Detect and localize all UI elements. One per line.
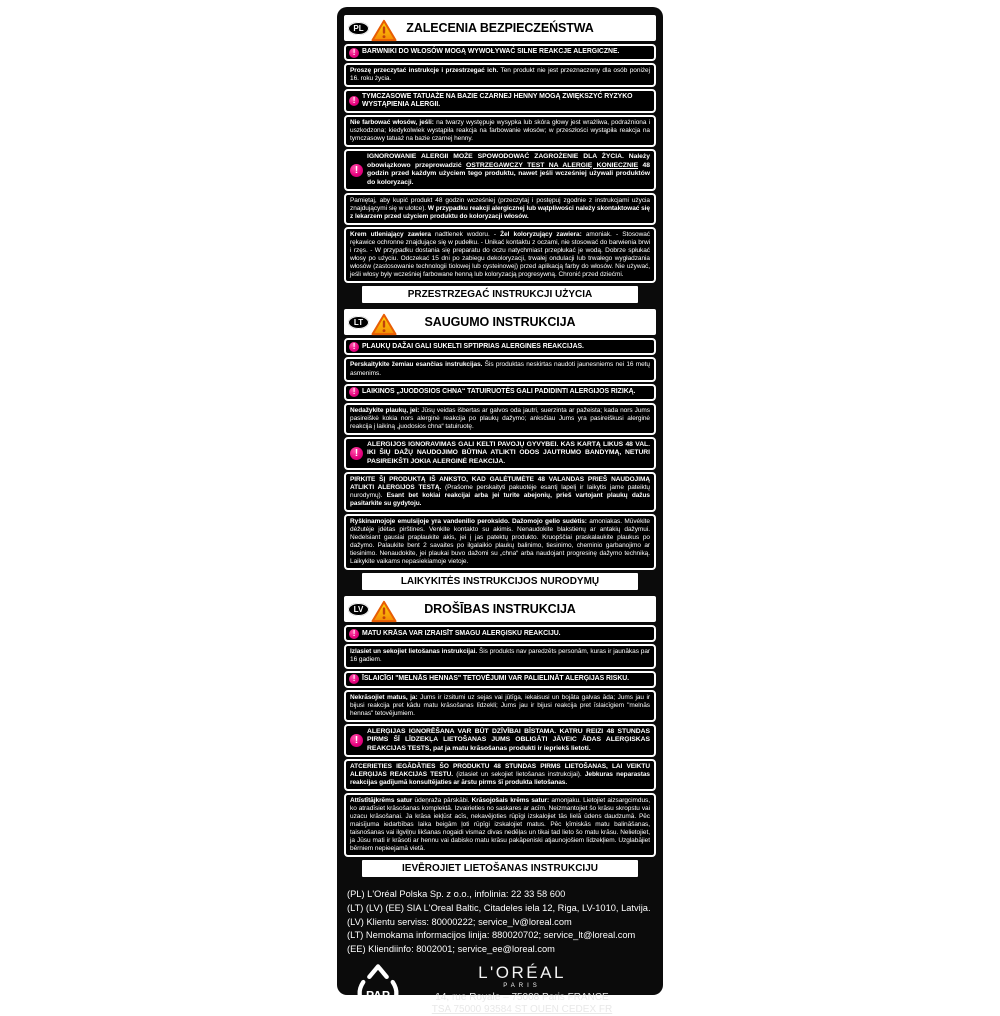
alert-icon: ! [350,164,363,177]
loreal-logo: L'ORÉAL [478,963,566,983]
alert-icon: ! [349,96,359,106]
section-pl [344,15,656,303]
pap-recycling-icon [352,962,404,1016]
instruction-box: IEVĒROJIET LIETOŠANAS INSTRUKCIJU [362,860,638,877]
warning-triangle-icon [371,19,397,42]
lang-badge-lv: LV [348,603,369,616]
section-header-lt [344,309,656,335]
henna-alert-row [344,89,656,113]
address-line-2: TSA 75000 93584 ST OUEN CEDEX FR [431,1004,613,1016]
contact-line-pl: (PL) L'Oréal Polska Sp. z o.o., infolinia: 22 33 58 600 [347,889,566,900]
section-header-pl [344,15,656,41]
contacts-block [344,883,656,958]
ingredients-row: Krem utleniający zawiera nadtlenek wodoru. - Żel koloryzujący zawiera: amoniak. - Stosować rękawice ochronne znajdujące się w pudełku. - Unikać kontaktu z oczami, nie stosować do barwienia brwi i rzęs. - W przypadku dostania się preparatu do oczu natychmiast przepłukać je wodą. Dobrze spłukać włosy po użyciu. Odczekać 15 dni po zabiegu dekoloryzacji, trwałej ondulacji lub trwałego wygładzania włosów (zastosowanie technologii tiolowej lub cysteinowej) przed aplikacją farby do włosów. Nie używać, jeśli włosy były wcześniej farbowane henną lub koloryzacją progresywną. Chronić przed dziećmi. [344,227,656,283]
warning-triangle-icon [371,313,397,336]
note-row: Perskaitykite žemiau esančias instrukcijas. Šis produktas neskirtas naudoti jaunesniems nei 16 metų asmenims. [344,357,656,381]
contact-line-lt: (LT) Nemokama informacijos linija: 880020702; service_lt@loreal.com [347,930,636,941]
alert-text: ĪSLAICĪGI "MELNĀS HENNAS" TETOVĒJUMI VAR PALIELINĀT ALERĢIJAS RISKU. [362,674,630,682]
section-lv [344,596,656,877]
alert-text: TYMCZASOWE TATUAŻE NA BAZIE CZARNEJ HENNY MOGĄ ZWIĘKSZYĆ RYZYKO WYSTĄPIENIA ALERGII. [362,92,633,109]
section-title: SAUGUMO INSTRUKCIJA [424,315,576,330]
brand-footer [344,958,656,1016]
reminder-row: Pamiętaj, aby kupić produkt 48 godzin wcześniej (przeczytaj i postępuj zgodnie z instrukcjami użycia znajdującymi się w ulotce). W przypadku reakcji alergicznej lub wątpliwości należy skontaktować się z lekarzem przed użyciem produktu do koloryzacji włosów. [344,193,656,225]
reminder-row: PIRKITE ŠĮ PRODUKTĄ IŠ ANKSTO, KAD GALĖTUMĖTE 48 VALANDAS PRIEŠ NAUDOJIMĄ ATLIKTI ALERGIJOS TESTĄ. (Prašome perskaityti pakuotėje esantį lapelį ir laikytis jame pateiktų nurodymų). Esant bet kokiai reakcijai arba jei turite abejonių, prieš vartojant plaukų dažus pasitarkite su gydytoju. [344,472,656,512]
henna-alert-row [344,384,656,401]
alert-icon: ! [349,342,359,352]
ingredients-row: Ryškinamojoje emulsijoje yra vandenilio peroksido. Dažomojo gelio sudėtis: amoniakas. Mūvėkite dėžutėje įdėtas pirštines. Venkite kontakto su akimis. Nenaudokite blakstienų ar antakių dažymui. Nedelsiant gausiai praplaukite akis, jei į jas patektų produkto. Kruopščiai praskalaukite plaukus po dažymo. Palaukite bent 2 savaites po ilgalaikio plaukų balinimo, tiesinimo, cheminio garbanojimo ar tiesinimo. Nenaudokite, jei plaukai buvo dažomi su „chna“ arba naudojant progresinę dažymo techniką. Laikykite vaikams nepasiekiamoje vietoje. [344,514,656,570]
pap-label: PAP [365,988,391,1003]
contact-line-baltic: (LT) (LV) (EE) SIA L'Oreal Baltic, Citadeles iela 12, Riga, LV-1010, Latvija. [347,902,651,913]
alert-icon: ! [349,674,359,684]
henna-alert-row [344,671,656,688]
lang-badge-lt: LT [348,316,369,329]
do-not-dye-row: Nekrāsojiet matus, ja: Jums ir izsitumi uz sejas vai jūtīga, iekaisusi un bojāta galvas āda; Jums jau ir bijusi reakcija pret kādu matu krāsošanas līdzekli; Jums jau ir bijusi reakcija pret īslaicīgiem "melnās hennas" tetovējumiem. [344,690,656,722]
do-not-dye-row: Nedažykite plaukų, jei: Jūsų veidas išbertas ar galvos oda jautri, suerzinta ar pažeista; kada nors Jums pasireiškė kokia nors alerginė reakcija po plaukų dažymo; anksčiau Jums yra pasireiškusi alerginė reakcija į laikiną „juodosios chna“ tatuiruotę. [344,403,656,435]
alert-icon: ! [350,447,363,460]
loreal-paris-label: PARIS [503,983,541,990]
address-line-1: 14, rue Royale – 75008 Paris FRANCE [435,992,609,1004]
instruction-box: PRZESTRZEGAĆ INSTRUKCJI UŻYCIA [362,286,638,303]
alert-icon: ! [349,48,359,58]
contact-line-lv: (LV) Klientu serviss: 80000222; service_lv@loreal.com [347,916,572,927]
allergy-alert-row [344,338,656,355]
allergy-test-warning-box [344,724,656,757]
safety-label [337,7,663,1016]
note-row: Proszę przeczytać instrukcje i przestrzegać ich. Ten produkt nie jest przeznaczony dla osób poniżej 16. roku życia. [344,63,656,87]
reminder-row: ATCERIETIES IEGĀDĀTIES ŠO PRODUKTU 48 STUNDAS PIRMS LIETOŠANAS, LAI VEIKTU ALERĢIJAS REAKCIJAS TESTU. (izlasiet un sekojiet lietošanas instrukcijai). Jebkuras neparastas reakcijas gadījumā konsultējaties ar ārstu pirms šī produkta lietošanas. [344,759,656,791]
do-not-dye-row: Nie farbować włosów, jeśli: na twarzy występuje wysypka lub skóra głowy jest wrażliwa, podrażniona i uszkodzona; kiedykolwiek wystąpiła reakcja na farbowanie włosów; w przeszłości wystąpiła reakcja na tymczasowy tatuaż na bazie czarnej henny. [344,115,656,147]
section-title: DROŠĪBAS INSTRUKCIJA [424,602,576,617]
instruction-box: LAIKYKITĖS INSTRUKCIJOS NURODYMŲ [362,573,638,590]
warning-triangle-icon [371,600,397,623]
ingredients-row: Attīstītājkrēms satur ūdeņraža pārskābi. Krāsojošais krēms satur: amonjaku. Lietojiet aizsargcimdus, ko atradīsiet krāsošanas komplektā. Izvairieties no saskares ar acīm. Neizmantojiet šo krāsu skropstu vai uzacu krāsošanai. Ja krāsa iekļūst acīs, nekavējoties rūpīgi izskalojiet tās lielā ūdens daudzumā. Pēc maisījuma iedarbības laika beigām ļoti rūpīgi izskalojiet matus. Pēc ķīmiskās matu balināšanas, taisnošanas vai ilgviļņu likšanas nogaidi vismaz divas nedēļas un tikai tad lieto šo matu krāsu. Nelietojiet, ja Jūsu mati ir krāsoti ar hennu vai dabisko matu krāsu pakāpeniski atjaunojošiem līdzekļiem. Uzglabājiet bērniem nepieejamā vietā. [344,793,656,857]
note-row: Izlasiet un sekojiet lietošanas instrukcijai. Šis produkts nav paredzēts personām, kuras ir jaunākas par 16 gadiem. [344,644,656,668]
lang-badge-pl: PL [348,22,369,35]
allergy-alert-row [344,625,656,642]
alert-text: PLAUKŲ DAŽAI GALI SUKELTI SPTIPRIAS ALERGINES REAKCIJAS. [362,342,584,350]
section-title: ZALECENIA BEZPIECZEŃSTWA [406,21,594,35]
allergy-alert-row [344,44,656,61]
alert-icon: ! [350,734,363,747]
alert-icon: ! [349,629,359,639]
alert-text: MATU KRĀSA VAR IZRAISĪT SMAGU ALERĢISKU REAKCIJU. [362,629,561,637]
warning-text: ALERGIJOS IGNORAVIMAS GALI KELTI PAVOJŲ GYVYBEI. KAS KARTĄ LIKUS 48 VAL. IKI ŠIŲ DAŽŲ NAUDOJIMO BŪTINA ATLIKTI ODOS JAUTRUMO BANDYMĄ, NETURI PASIREIKŠTI JOKIA ALERGINĖ REAKCIJA. [367,440,650,465]
allergy-test-warning-box [344,149,656,191]
contact-line-ee: (EE) Kliendiinfo: 8002001; service_ee@loreal.com [347,943,555,954]
warning-text: ALERĢIJAS IGNORĒŠANA VAR BŪT DZĪVĪBAI BĪSTAMA. KATRU REIZI 48 STUNDAS PIRMS ŠĪ LĪDZEKĻA LIETOŠANAS JUMS OBLIGĀTI JĀVEIC ĀDAS ALERĢISKAS REAKCIJAS TESTS, pat ja matu krāsošanas produkti ir iepriekš lietoti. [367,727,650,752]
alert-text: LAIKINOS „JUODOSIOS CHNA“ TATUIRUOTĖS GALI PADIDINTI ALERGIJOS RIZIKĄ. [362,387,636,395]
alert-icon: ! [349,387,359,397]
loreal-logo-block [404,963,654,1015]
section-lt [344,309,656,590]
warning-text: IGNOROWANIE ALERGII MOŻE SPOWODOWAĆ ZAGROŻENIE DLA ŻYCIA. Należy obowiązkowo przeprowadzić OSTRZEGAWCZY TEST NA ALERGIĘ KONIECZNIE 48 godzin przed każdym użyciem tego produktu, nawet jeśli wcześniej używali produktów do koloryzacji. [367,153,650,186]
allergy-test-warning-box [344,437,656,470]
section-header-lv [344,596,656,622]
alert-text: BARWNIKI DO WŁOSÓW MOGĄ WYWOŁYWAĆ SILNE REAKCJE ALERGICZNE. [362,48,620,56]
